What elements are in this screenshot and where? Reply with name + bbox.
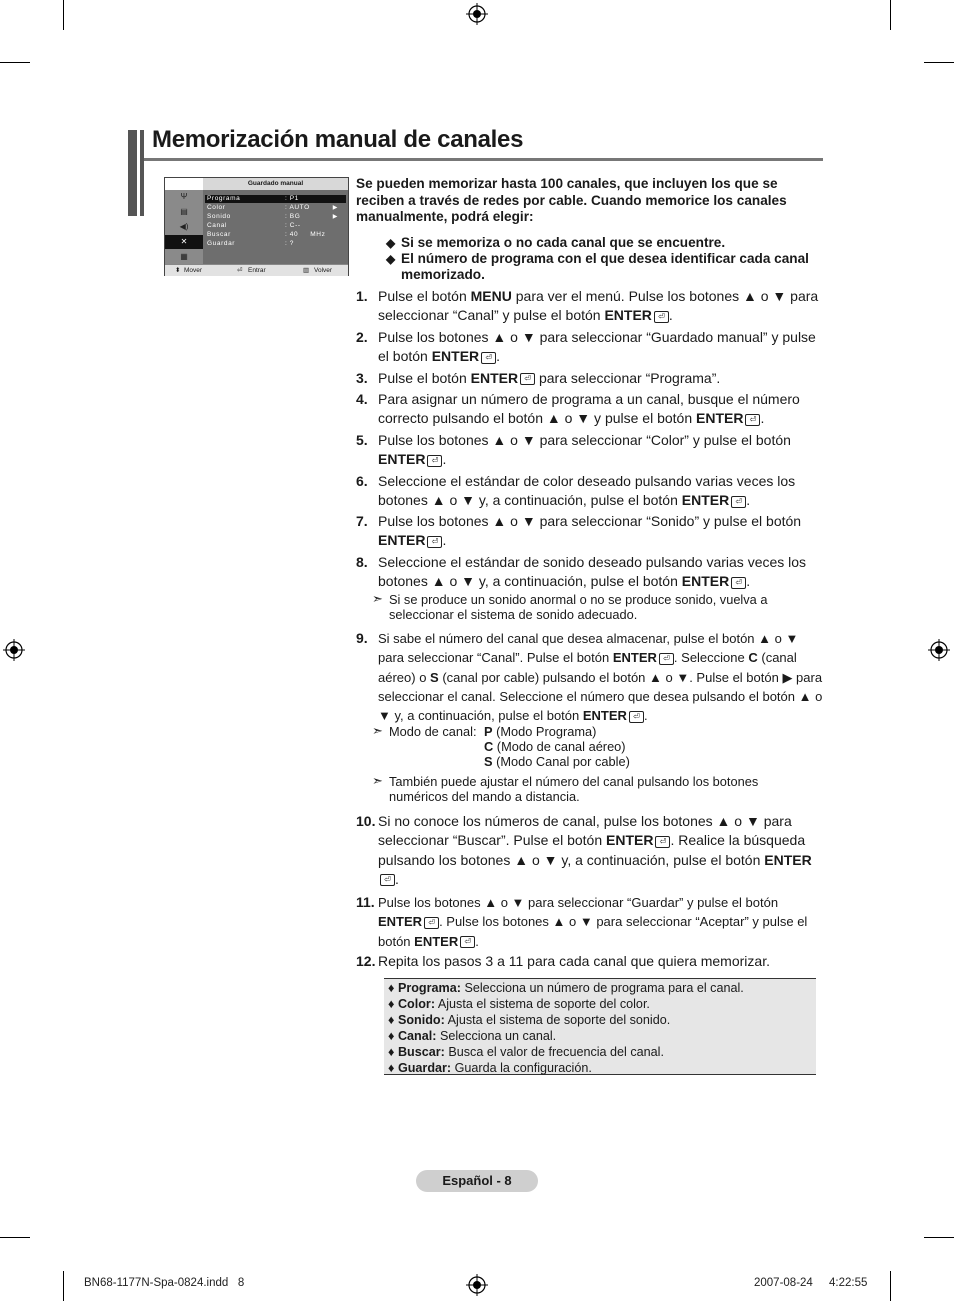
enter-keyword: ENTER [696, 410, 744, 427]
step-text [378, 287, 824, 326]
key-keyword: C [748, 650, 758, 666]
step-text-run: . [643, 708, 648, 724]
step-number: 8. [356, 554, 368, 570]
crop-mark [924, 1237, 954, 1238]
summary-term: Guardar: [397, 1061, 452, 1075]
summary-term: Canal: [397, 1029, 437, 1043]
updown-icon: ⬍ [175, 267, 181, 274]
step-text-run: . Pulse los botones ▲ o ▼ para seleccionar “Aceptar” y pulse el botón [378, 914, 808, 949]
step-text-run: . [668, 307, 673, 324]
osd-row-value: : AUTO [285, 204, 310, 211]
enter-keyword: ENTER [470, 370, 519, 386]
key-keyword: S [430, 669, 439, 685]
step-text-run: . Seleccione [673, 650, 749, 666]
enter-icon: ⏎ [460, 936, 475, 948]
enter-keyword: ENTER [612, 650, 657, 666]
step-text [378, 512, 824, 551]
step-text-run: Seleccione el estándar de sonido deseado pulsando varias veces los botones ▲ o ▼ y, a continuación, pulse el botón [378, 554, 807, 590]
step-text-run: para ver el menú. Pulse los botones ▲ o ▼ para seleccionar “Canal” y pulse el botón [378, 288, 819, 324]
summary-item: ♦ Guardar: Guarda la configuración. [388, 1061, 592, 1075]
enter-icon: ⏎ [654, 311, 669, 323]
diamond-icon: ◆ [386, 252, 396, 266]
step-text-run: . Realice la búsqueda pulsando los botones ▲ o ▼ y, a continuación, pulse el botón [378, 832, 806, 868]
step-text [378, 472, 824, 511]
step-text-run: Seleccione el estándar de color deseado pulsando varias veces los botones ▲ o ▼ y, a continuación, pulse el botón [378, 473, 796, 509]
summary-item: ♦ Buscar: Busca el valor de frecuencia del canal. [388, 1045, 664, 1059]
enter-keyword: ENTER [681, 573, 730, 590]
osd-menu [164, 177, 349, 276]
step-text-run: Si sabe el número del canal que desea almacenar, pulse el botón ▲ o ▼ para seleccionar “Canal”. Pulse el botón [378, 631, 799, 666]
step-text [378, 812, 824, 889]
osd-row-canal [205, 222, 346, 230]
enter-icon: ⏎ [629, 711, 644, 723]
step-text [378, 893, 824, 951]
osd-icon-column [165, 190, 203, 264]
step-number: 2. [356, 329, 368, 345]
step-number: 6. [356, 473, 368, 489]
step-text-run: . [442, 451, 447, 468]
enter-icon: ⏎ [520, 373, 535, 385]
step-number: 12. [356, 953, 376, 969]
enter-icon: ⏎ [427, 536, 442, 548]
crop-mark [63, 1271, 64, 1301]
footer-filename: BN68-1177N-Spa-0824.indd 8 [84, 1277, 245, 1289]
film-icon: ▦ [180, 252, 188, 261]
osd-row-buscar [205, 231, 346, 239]
step-number: 10. [356, 813, 376, 829]
step-text [378, 328, 824, 367]
osd-header: Guardado manual [203, 178, 348, 190]
step-text-run: para seleccionar “Programa”. [535, 370, 721, 386]
step-text-run: Pulse el botón [378, 288, 471, 304]
step-text-run: . [395, 870, 399, 887]
crop-mark [890, 0, 891, 30]
osd-row-label: Color [207, 204, 226, 211]
step-text [378, 369, 824, 388]
step-number: 1. [356, 288, 368, 304]
crop-mark [890, 1271, 891, 1301]
osd-footer-enter: Entrar [248, 267, 266, 274]
step-number: 3. [356, 370, 368, 386]
antenna-icon: Ψ [180, 192, 188, 201]
key-keyword: MENU [470, 288, 512, 304]
osd-row-label: Programa [207, 195, 241, 202]
registration-mark-icon [466, 1274, 488, 1296]
enter-icon: ⏎ [427, 455, 442, 467]
summary-desc: Ajusta el sistema de soporte del sonido. [447, 1013, 671, 1027]
enter-keyword: ENTER [414, 933, 459, 949]
mode-item [484, 724, 784, 739]
mode-text: (Modo de canal aéreo) [493, 739, 626, 754]
summary-desc: Ajusta el sistema de soporte del color. [437, 997, 650, 1011]
enter-icon: ⏎ [659, 653, 674, 665]
enter-keyword: ENTER [606, 832, 654, 849]
enter-icon: ⏎ [237, 267, 243, 274]
summary-box [384, 978, 816, 1075]
step-number: 5. [356, 432, 368, 448]
note-arrow-icon: ➣ [372, 773, 383, 788]
registration-mark-icon [466, 3, 488, 25]
mode-key: S [484, 754, 493, 769]
step-text-run: . [442, 532, 447, 549]
summary-desc: Selecciona un número de programa para el canal. [464, 981, 744, 995]
bullet-text: Si se memoriza o no cada canal que se encuentre. [401, 235, 726, 250]
enter-keyword: ENTER [378, 532, 426, 549]
enter-icon: ⏎ [424, 917, 439, 929]
step-text [378, 553, 824, 592]
osd-row-value: : ? [285, 240, 295, 247]
step-text-run: . [475, 933, 479, 949]
footer-time: 4:22:55 [829, 1277, 868, 1289]
step-text-run: . [760, 410, 765, 427]
page-title: Memorización manual de canales [152, 126, 524, 153]
step-text-run: Para asignar un número de programa a un canal, busque el número correcto pulsando el botón ▲ o ▼ y pulse el botón [378, 391, 800, 427]
step-number: 11. [356, 894, 375, 910]
crop-mark [63, 0, 64, 30]
page-number-badge: Español - 8 [416, 1170, 538, 1192]
arrow-right-icon: ▶ [332, 214, 338, 220]
enter-icon: ⏎ [481, 352, 496, 364]
crop-mark [924, 62, 954, 63]
summary-term: Buscar: [397, 1045, 445, 1059]
step-text-run: Pulse los botones ▲ o ▼ para seleccionar “Guardar” y pulse el botón [378, 895, 779, 910]
title-divider [144, 158, 823, 161]
mode-text: (Modo Canal por cable) [492, 754, 630, 769]
osd-footer-move: Mover [184, 267, 203, 274]
summary-term: Programa: [397, 981, 461, 995]
step-text-run: . [746, 573, 751, 590]
osd-row-value: : P1 [285, 195, 299, 202]
step-text-run: Pulse los botones ▲ o ▼ para seleccionar “Guardado manual” y pulse el botón [378, 329, 816, 365]
osd-row-label: Guardar [207, 240, 236, 247]
osd-body [203, 190, 348, 264]
step-text-run: Pulse el botón [378, 370, 471, 386]
summary-item: ♦ Color: Ajusta el sistema de soporte del color. [388, 997, 650, 1011]
enter-keyword: ENTER [604, 307, 652, 324]
step-number: 9. [356, 630, 368, 646]
step-text-run: Pulse los botones ▲ o ▼ para seleccionar “Color” y pulse el botón [378, 432, 791, 448]
arrow-right-icon: ▶ [332, 205, 338, 211]
bullet-text: El número de programa con el que desea identificar cada canal memorizado. [401, 251, 809, 282]
summary-desc: Busca el valor de frecuencia del canal. [448, 1045, 664, 1059]
summary-item: ♦ Programa: Selecciona un número de programa para el canal. [388, 981, 744, 995]
enter-keyword: ENTER [764, 851, 812, 868]
step-text-run: . [496, 348, 501, 365]
mode-key: P [484, 724, 493, 739]
note-arrow-icon: ➣ [372, 723, 383, 738]
osd-row-label: Buscar [207, 231, 231, 238]
step-text-run: Si no conoce los números de canal, pulse los botones ▲ o ▼ para seleccionar “Buscar”. Pulse el botón [378, 813, 792, 849]
osd-row-value: : BG [285, 213, 301, 220]
summary-term: Color: [397, 997, 436, 1011]
intro-text: Se pueden memorizar hasta 100 canales, que incluyen los que se reciben a través de redes por cable. Cuando memorice los canales manualmente, podrá elegir: [356, 176, 787, 224]
osd-row-value: : C-- [285, 222, 301, 229]
enter-icon: ⏎ [380, 874, 395, 886]
step-text [378, 629, 824, 725]
enter-keyword: ENTER [681, 492, 730, 509]
note-text: Si se produce un sonido anormal o no se produce sonido, vuelva a seleccionar el sistema de sonido adecuado. [389, 592, 768, 622]
crop-mark [0, 1237, 30, 1238]
footer-date: 2007-08-24 [754, 1277, 813, 1289]
keyboard-icon: ▤ [180, 207, 188, 216]
enter-icon: ⏎ [731, 577, 746, 589]
osd-row-guardar [205, 240, 346, 248]
note-arrow-icon: ➣ [372, 591, 383, 606]
osd-footer-back: Volver [314, 267, 333, 274]
mode-list [484, 724, 784, 769]
step-text-run: (canal por cable) pulsando el botón ▲ o ▼. Pulse el botón ▶ para seleccionar el canal. Seleccione el número que desea pulsando el botón ▲ o ▼ y, a continuación, pulse el botón [378, 669, 823, 724]
step-text-run: (canal aéreo) o [378, 650, 797, 685]
diamond-icon: ◆ [386, 236, 396, 250]
step-number: 7. [356, 513, 368, 529]
note-text: Modo de canal: [389, 724, 477, 739]
mode-item [484, 754, 784, 769]
step-number: 4. [356, 391, 368, 407]
summary-desc: Selecciona un canal. [439, 1029, 557, 1043]
osd-row-sonido [205, 213, 346, 221]
step-text-run: . [746, 492, 751, 509]
enter-icon: ⏎ [731, 496, 746, 508]
return-icon: ▥ [303, 267, 310, 274]
osd-row-value: : 40 MHz [285, 231, 326, 238]
summary-item: ♦ Canal: Selecciona un canal. [388, 1029, 557, 1043]
osd-footer [165, 264, 348, 276]
title-accent-gap [137, 130, 140, 216]
osd-row-color [205, 204, 346, 212]
step-text [378, 952, 824, 971]
registration-mark-icon [3, 639, 25, 661]
crop-mark [0, 62, 30, 63]
note-text: También puede ajustar el número del canal pulsando los botones numéricos del mando a distancia. [389, 774, 759, 804]
step-text-run: Repita los pasos 3 a 11 para cada canal que quiera memorizar. [378, 953, 770, 969]
enter-icon: ⏎ [655, 836, 670, 848]
summary-item: ♦ Sonido: Ajusta el sistema de soporte del sonido. [388, 1013, 671, 1027]
mode-key: C [484, 739, 494, 754]
satellite-icon: ✕ [165, 235, 203, 249]
enter-keyword: ENTER [582, 708, 627, 724]
enter-icon: ⏎ [745, 414, 760, 426]
summary-term: Sonido: [397, 1013, 445, 1027]
mode-text: (Modo Programa) [492, 724, 597, 739]
enter-keyword: ENTER [431, 348, 480, 365]
enter-keyword: ENTER [378, 914, 423, 930]
mode-item [484, 739, 784, 754]
step-text [378, 390, 824, 429]
step-text-run: Pulse los botones ▲ o ▼ para seleccionar “Sonido” y pulse el botón [378, 513, 802, 529]
registration-mark-icon [928, 639, 950, 661]
osd-row-label: Sonido [207, 213, 231, 220]
title-accent-bar [128, 130, 144, 216]
enter-keyword: ENTER [378, 451, 426, 468]
osd-row-programa [205, 195, 346, 203]
summary-desc: Guarda la configuración. [454, 1061, 592, 1075]
osd-row-label: Canal [207, 222, 227, 229]
step-text [378, 431, 824, 470]
speaker-icon: ◀) [179, 222, 189, 231]
